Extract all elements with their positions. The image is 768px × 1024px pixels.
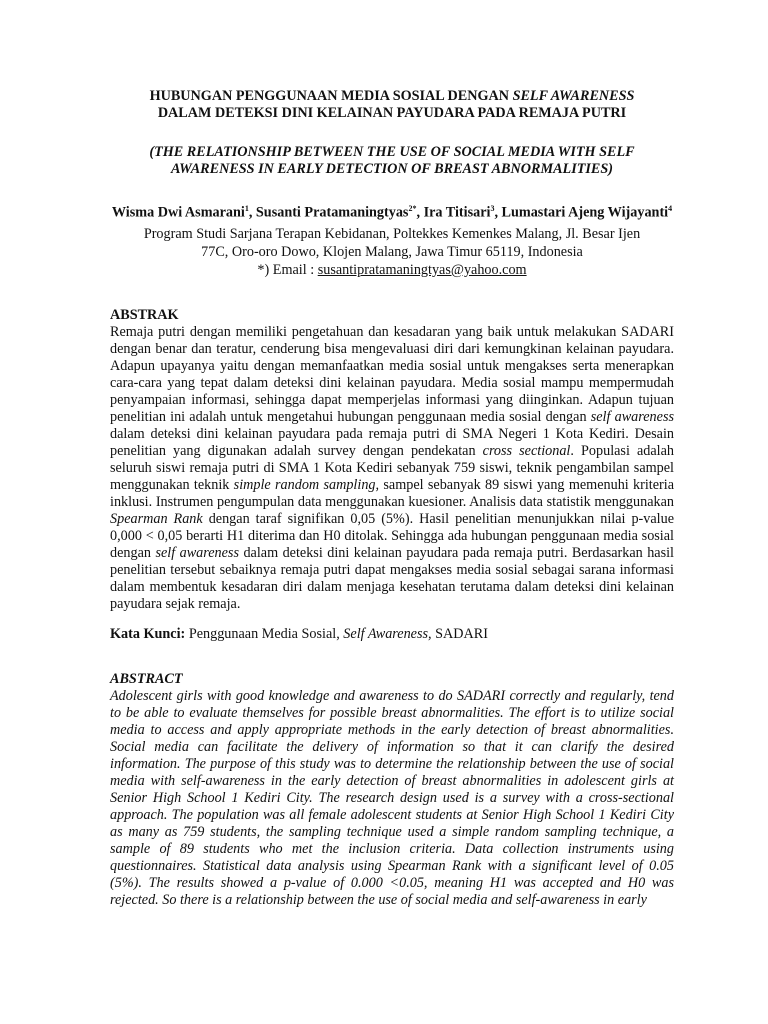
paper-title-en [110, 144, 674, 178]
author-2: Susanti Pratamaningtyas [255, 204, 409, 221]
affiliation-line2: 77C, Oro-oro Dowo, Klojen Malang, Jawa Timur 65119, Indonesia [201, 243, 583, 260]
title-en-line1: (THE RELATIONSHIP BETWEEN THE USE OF SOCIAL MEDIA WITH SELF [149, 144, 635, 160]
abstrak-text-4: sampel sebanyak 89 siswi yang memenuhi kriteria inklusi. Instrumen pengumpulan data menggunakan kuesioner. Analisis data statistik menggunakan [110, 476, 675, 510]
title-en-line2: AWARENESS IN EARLY DETECTION OF BREAST ABNORMALITIES) [170, 161, 614, 177]
title-line2: DALAM DETEKSI DINI KELAINAN PAYUDARA PADA REMAJA PUTRI [157, 105, 627, 121]
paper-title-id [110, 88, 674, 122]
abstrak-heading: ABSTRAK [110, 306, 179, 323]
author-3: Ira Titisari [423, 204, 491, 221]
keywords-part-2: Self Awareness, [343, 625, 432, 642]
abstrak-italic-1: self awareness [590, 408, 674, 425]
keywords-label: Kata Kunci: [110, 625, 186, 642]
keywords-part-3: SADARI [431, 625, 488, 642]
abstrak-italic-5: self awareness [155, 544, 239, 561]
abstrak-text-1: Remaja putri dengan memiliki pengetahuan dan kesadaran yang baik untuk melakukan SADARI dengan benar dan teratur, cenderung bisa mengevaluasi diri dari kemungkinan kelainan payudara. Adapun upayanya yaitu dengan memanfaatkan media sosial untuk mengakses serta menerapkan cara-cara yang tepat dalam deteksi dini kelainan payudara. Media sosial mampu mempermudah penyampaian informasi, sehingga dapat memperjelas informasi yang diinginkan. Adapun tujuan penelitian ini adalah untuk mengetahui hubungan penggunaan media sosial dengan [110, 323, 674, 425]
abstrak-italic-3: simple random sampling, [233, 476, 380, 493]
abstrak-text-5: dengan taraf signifikan 0,05 (5%). Hasil penelitian menunjukkan nilai p-value 0,000 < 0,05 berarti H1 diterima dan H0 ditolak. Sehingga ada hubungan penggunaan media sosial dengan [110, 510, 674, 561]
title-line1-prefix: HUBUNGAN PENGGUNAAN MEDIA SOSIAL DENGAN [149, 88, 513, 104]
abstrak-italic-2: cross sectional [482, 442, 571, 459]
keywords-part-1: Penggunaan Media Sosial, [185, 625, 344, 642]
affiliation-line1: Program Studi Sarjana Terapan Kebidanan, Poltekkes Kemenkes Malang, Jl. Besar Ijen [143, 225, 641, 242]
affiliation [110, 225, 674, 279]
author-list: Wisma Dwi Asmarani$^1$, Susanti Pratamaningtyas$^{2*}$, Ira Titisari$^3$, Lumastari Ajeng Wijayanti$^4$ [111, 204, 673, 221]
author-1-sup: 1 [244, 204, 249, 213]
abstrak-text-2: dalam deteksi dini kelainan payudara pada remaja putri di SMA Negeri 1 Kota Kediri. Desain penelitian yang digunakan adalah survey dengan pendekatan [110, 425, 674, 459]
author-3-sup: 3 [490, 204, 495, 213]
abstract-heading: ABSTRACT [110, 670, 183, 687]
abstract-body: Adolescent girls with good knowledge and awareness to do SADARI correctly and regularly, tend to be able to evaluate themselves for possible breast abnormalities. The effort is to utilize social media to access and apply appropriate methods in the early detection of breast abnormalities. Social media can facilitate the delivery of information so that it can clarify the desired information. The purpose of this study was to determine the relationship between the use of social media with self-awareness in the early detection of breast abnormalities in adolescent girls at Senior High School 1 Kediri City. The research design used is a survey with a cross-sectional approach. The population was all female adolescent students at Senior High School 1 Kediri City as many as 759 students, the sampling technique used a simple random sampling technique, a sample of 89 students who met the inclusion criteria. Data collection instruments using questionnaires. Statistical data analysis using Spearman Rank with a significant level of 0.05 (5%). The results showed a p-value of 0.000 <0.05, meaning H1 was accepted and H0 was rejected. So there is a relationship between the use of social media and self-awareness in early [110, 687, 674, 908]
author-1: Wisma Dwi Asmarani [111, 204, 245, 221]
author-4-sup: 4 [668, 204, 673, 213]
abstrak-text-6: dalam deteksi dini kelainan payudara pada remaja putri. Berdasarkan hasil penelitian tersebut sebaiknya remaja putri dapat mengakses media sosial sebagai sarana informasi dalam membentuk kesadaran diri dalam menjaga kesehatan terutama dalam deteksi dini kelainan payudara sejak remaja. [110, 544, 674, 612]
author-2-sup: 2* [408, 204, 417, 213]
keywords [110, 626, 674, 643]
email-link[interactable]: susantipratamaningtyas@yahoo.com [317, 261, 527, 278]
abstrak-body [110, 324, 674, 613]
abstrak-text-3: . Populasi adalah seluruh siswi remaja putri di SMA 1 Kota Kediri sebanyak 759 siswi, teknik pengambilan sampel menggunakan teknik [110, 442, 675, 493]
title-line1-italic: SELF AWARENESS [512, 88, 635, 104]
author-4: Lumastari Ajeng Wijayanti [501, 204, 669, 221]
abstrak-italic-4: Spearman Rank [110, 510, 203, 527]
email-label: *) Email : [257, 261, 318, 278]
